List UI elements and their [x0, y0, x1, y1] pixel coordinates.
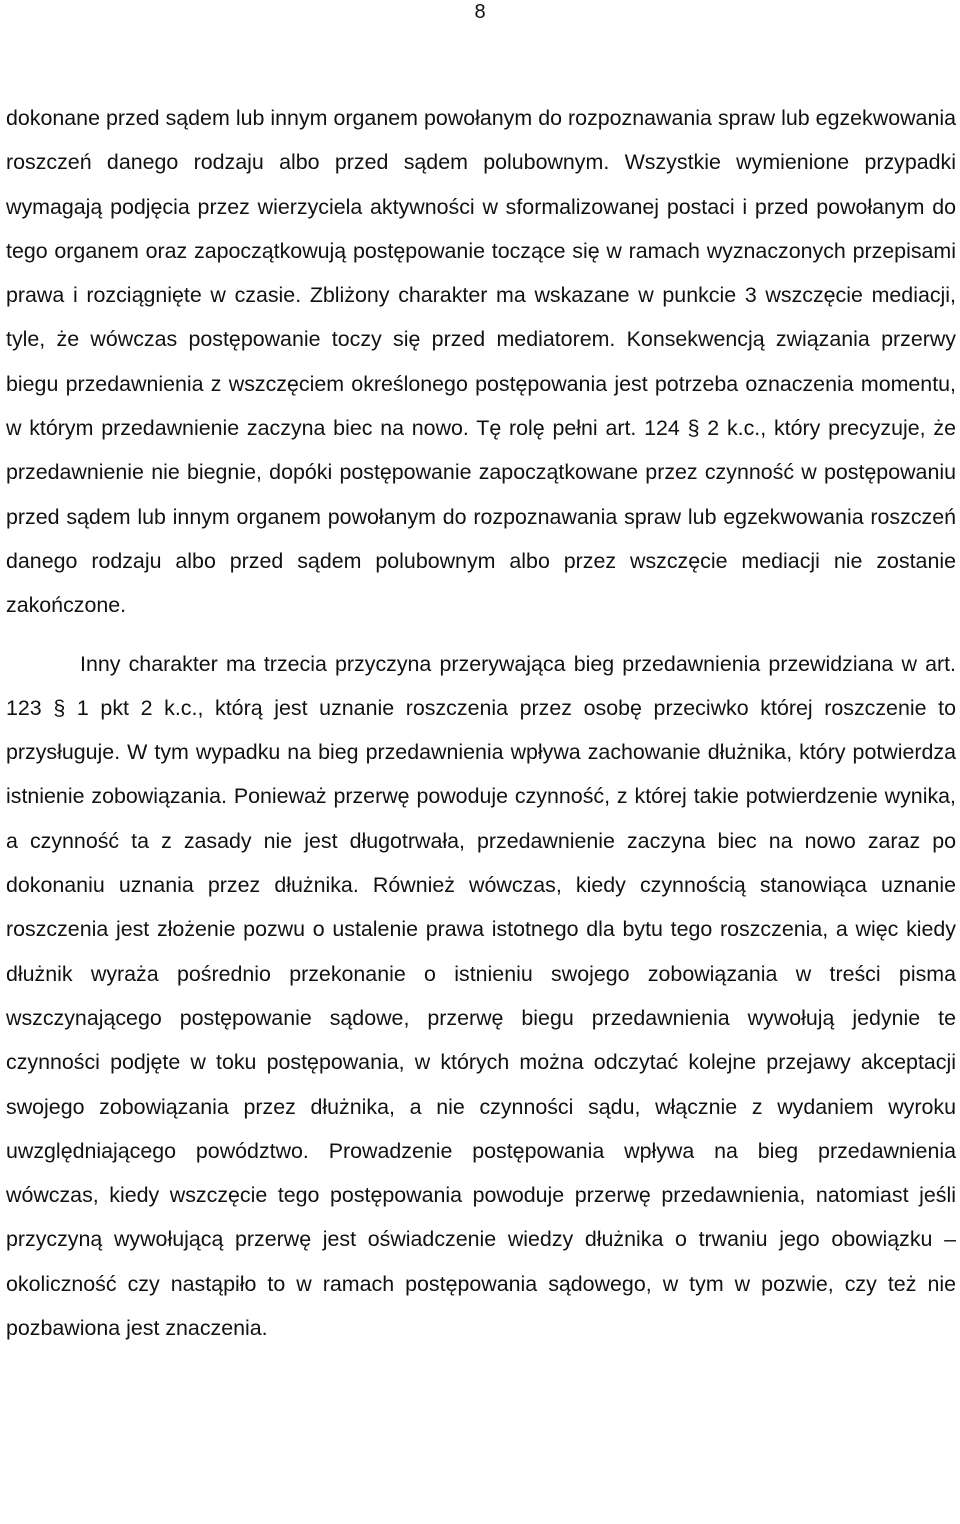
paragraph-2: Inny charakter ma trzecia przyczyna przerywająca bieg przedawnienia przewidziana w art. 123 § 1 pkt 2 k.c., którą jest uznanie roszczenia przez osobę przeciwko której roszczenie to przysługuje. W tym wypadku na bieg przedawnienia wpływa zachowanie dłużnika, który potwierdza istnienie zobowiązania. Ponieważ przerwę powoduje czynność, z której takie potwierdzenie wynika, a czynność ta z zasady nie jest długotrwała, przedawnienie zaczyna biec na nowo zaraz po dokonaniu uznania przez dłużnika. Również wówczas, kiedy czynnością stanowiąca uznanie roszczenia jest złożenie pozwu o ustalenie prawa istotnego dla bytu tego roszczenia, a więc kiedy dłużnik wyraża pośrednio przekonanie o istnieniu swojego zobowiązania w treści pisma wszczynającego postępowanie sądowe, przerwę biegu przedawnienia wywołują jedynie te czynności podjęte w toku postępowania, w których można odczytać kolejne przejawy akceptacji swojego zobowiązania przez dłużnika, a nie czynności sądu, włącznie z wydaniem wyroku uwzględniającego powództwo. Prowadzenie postępowania wpływa na bieg przedawnienia wówczas, kiedy wszczęcie tego postępowania powoduje przerwę przedawnienia, natomiast jeśli przyczyną wywołującą przerwę jest oświadczenie wiedzy dłużnika o trwaniu jego obowiązku – okoliczność czy nastąpiło to w ramach postępowania sądowego, w tym w pozwie, czy też nie pozbawiona jest znaczenia.	[6, 651, 956, 1341]
document-body	[6, 96, 956, 1350]
page-number: 8	[474, 1, 486, 23]
paragraph-spacer	[6, 628, 956, 642]
paragraph-1: dokonane przed sądem lub innym organem powołanym do rozpoznawania spraw lub egzekwowania roszczeń danego rodzaju albo przed sądem polubownym. Wszystkie wymienione przypadki wymagają podjęcia przez wierzyciela aktywności w sformalizowanej postaci i przed powołanym do tego organem oraz zapoczątkowują postępowanie toczące się w ramach wyznaczonych przepisami prawa i rozciągnięte w czasie. Zbliżony charakter ma wskazane w punkcie 3 wszczęcie mediacji, tyle, że wówczas postępowanie toczy się przed mediatorem. Konsekwencją związania przerwy biegu przedawnienia z wszczęciem określonego postępowania jest potrzeba oznaczenia momentu, w którym przedawnienie zaczyna biec na nowo. Tę rolę pełni art. 124 § 2 k.c., który precyzuje, że przedawnienie nie biegnie, dopóki postępowanie zapoczątkowane przez czynność w postępowaniu przed sądem lub innym organem powołanym do rozpoznawania spraw lub egzekwowania roszczeń danego rodzaju albo przed sądem polubownym albo przez wszczęcie mediacji nie zostanie zakończone.	[6, 106, 956, 618]
